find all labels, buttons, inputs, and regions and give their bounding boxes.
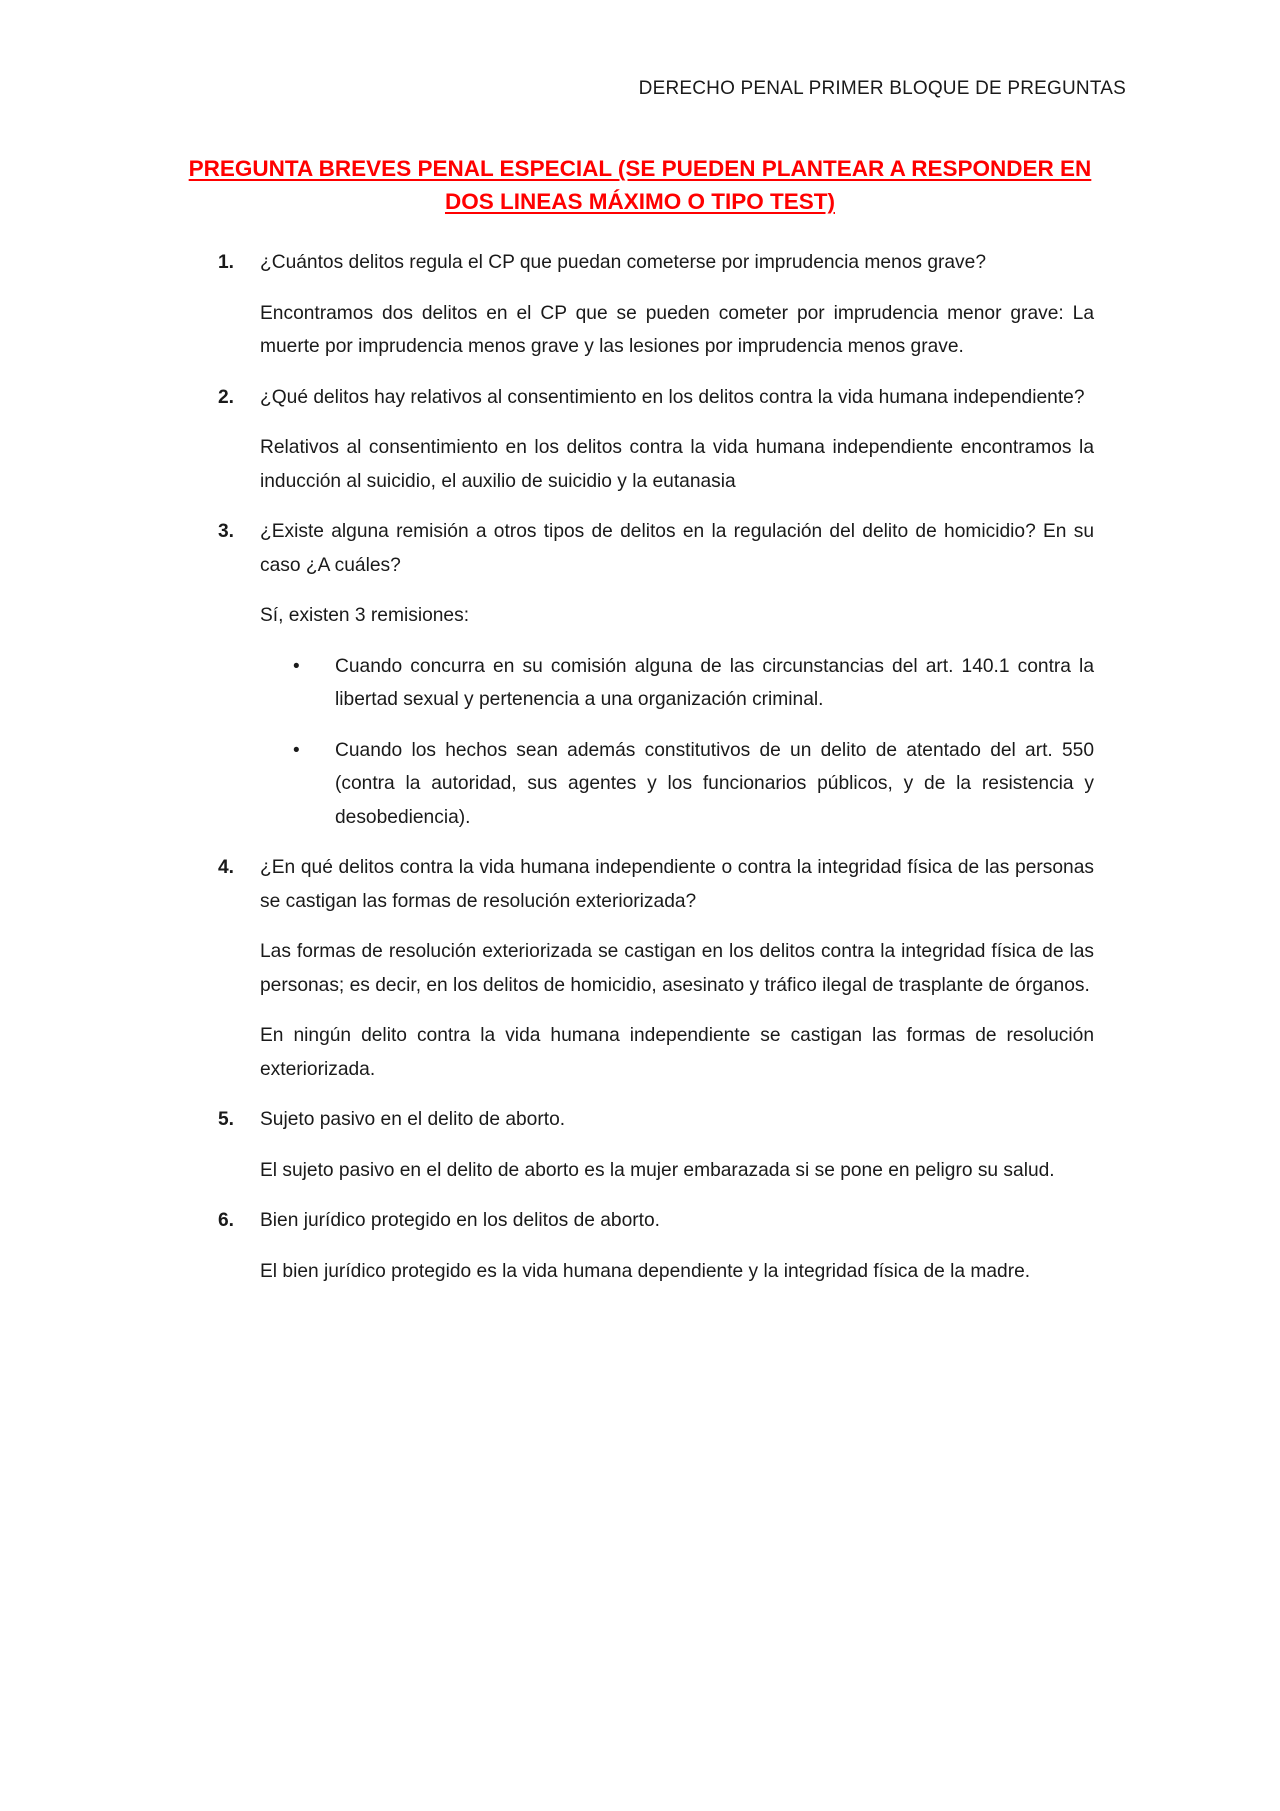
question-list: [218, 246, 1094, 1305]
question-number: 2.: [218, 386, 235, 408]
question-6: [218, 1204, 1094, 1238]
answer-3: Sí, existen 3 remisiones:: [260, 605, 470, 626]
question-text: ¿Existe alguna remisión a otros tipos de delitos en la regulación del delito de homicidio? En su caso ¿A cuáles?: [260, 521, 1094, 576]
answer-4b: En ningún delito contra la vida humana independiente se castigan las formas de resolución exteriorizada.: [260, 1025, 1094, 1080]
answer-6: El bien jurídico protegido es la vida humana dependiente y la integridad física de la madre.: [260, 1260, 1031, 1282]
running-header: DERECHO PENAL PRIMER BLOQUE DE PREGUNTAS: [638, 78, 1126, 99]
answer-2: Relativos al consentimiento en los delitos contra la vida humana independiente encontramos la inducción al suicidio, el auxilio de suicidio y la eutanasia: [260, 437, 1094, 492]
question-number: 4.: [218, 857, 235, 878]
question-3: [218, 515, 1094, 582]
remission-list: [218, 650, 1094, 835]
question-1: [218, 246, 1094, 280]
question-2: [218, 381, 1094, 415]
question-4: [218, 851, 1094, 918]
answer-4a: Las formas de resolución exteriorizada se castigan en los delitos contra la integridad física de las personas; es decir, en los delitos de homicidio, asesinato y tráfico ilegal de trasplante de órganos.: [260, 941, 1094, 996]
question-text: Bien jurídico protegido en los delitos de aborto.: [260, 1210, 660, 1231]
question-number: 1.: [218, 252, 235, 273]
list-item-text: Cuando los hechos sean además constitutivos de un delito de atentado del art. 550 (contra la autoridad, sus agentes y los funcionarios públicos, y de la resistencia y desobediencia).: [335, 739, 1094, 828]
answer-5: El sujeto pasivo en el delito de aborto es la mujer embarazada si se pone en peligro su salud.: [260, 1159, 1055, 1181]
list-item: [293, 650, 1094, 717]
question-5: [218, 1103, 1094, 1137]
list-item: [293, 734, 1094, 835]
question-text: ¿Qué delitos hay relativos al consentimiento en los delitos contra la vida humana independiente?: [260, 386, 1085, 408]
list-item-text: Cuando concurra en su comisión alguna de las circunstancias del art. 140.1 contra la libertad sexual y pertenencia a una organización criminal.: [335, 655, 1094, 710]
answer-1: Encontramos dos delitos en el CP que se pueden cometer por imprudencia menor grave: La muerte por imprudencia menos grave y las lesiones por imprudencia menos grave.: [260, 302, 1094, 357]
bullet-icon: •: [293, 739, 300, 761]
bullet-icon: •: [293, 655, 300, 677]
question-number: 5.: [218, 1109, 235, 1130]
document-title: PREGUNTA BREVES PENAL ESPECIAL (SE PUEDEN PLANTEAR A RESPONDER EN DOS LINEAS MÁXIMO O TIPO TEST): [188, 156, 1092, 214]
question-text: ¿En qué delitos contra la vida humana independiente o contra la integridad física de las personas se castigan las formas de resolución exteriorizada?: [260, 857, 1094, 912]
question-number: 6.: [218, 1210, 235, 1231]
question-text: ¿Cuántos delitos regula el CP que puedan cometerse por imprudencia menos grave?: [260, 252, 986, 273]
question-number: 3.: [218, 521, 235, 542]
question-text: Sujeto pasivo en el delito de aborto.: [260, 1109, 566, 1130]
